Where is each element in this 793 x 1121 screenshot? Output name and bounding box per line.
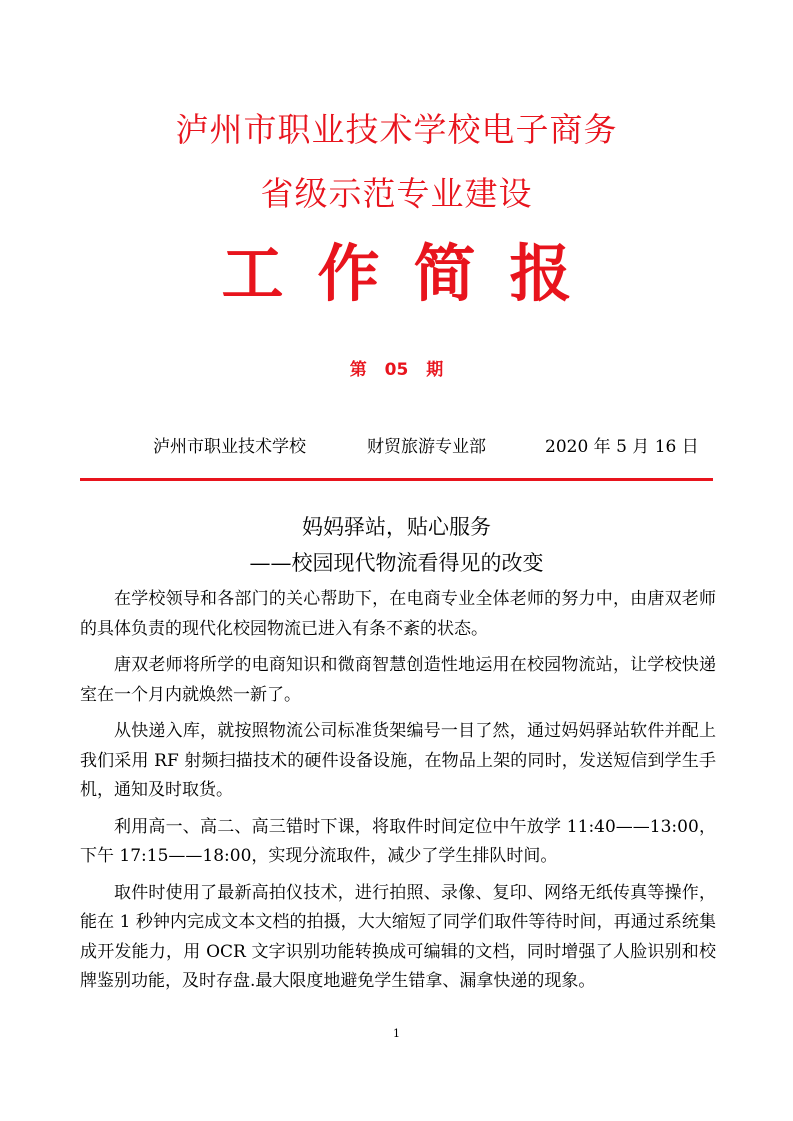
header-title-line1: 泸州市职业技术学校电子商务 xyxy=(175,110,618,149)
issue-prefix: 第 xyxy=(349,360,367,380)
meta-date: 2020 年 5 月 16 日 xyxy=(545,437,699,457)
article-paragraph: 唐双老师将所学的电商知识和微商智慧创造性地运用在校园物流站，让学校快递室在一个月内就焕然一新了。 xyxy=(80,655,716,705)
issue-suffix: 期 xyxy=(426,360,444,380)
page-number: 1 xyxy=(393,1027,400,1040)
issue-value: 05 xyxy=(384,360,409,380)
header-title-line2: 省级示范专业建设 xyxy=(260,174,533,213)
article-body xyxy=(80,585,716,1004)
issue-number xyxy=(0,355,793,380)
header-divider xyxy=(80,478,713,481)
article-title: 妈妈驿站，贴心服务 xyxy=(302,515,491,539)
article-paragraph: 从快递入库，就按照物流公司标准货架编号一目了然，通过妈妈驿站软件并配上我们采用 RF 射频扫描技术的硬件设备设施，在物品上架的同时，发送短信到学生手机，通知及时取货。 xyxy=(80,721,716,800)
article-subtitle: ——校园现代物流看得见的改变 xyxy=(249,551,544,575)
meta-school: 泸州市职业技术学校 xyxy=(153,437,306,457)
article-paragraph: 利用高一、高二、高三错时下课，将取件时间定位中午放学 11:40——13:00，下午 17:15——18:00，实现分流取件，减少了学生排队时间。 xyxy=(80,816,716,866)
header-title-main: 工作简报 xyxy=(221,237,606,310)
article-paragraph: 在学校领导和各部门的关心帮助下，在电商专业全体老师的努力中，由唐双老师的具体负责的现代化校园物流已进入有条不紊的状态。 xyxy=(80,589,716,639)
article-paragraph: 取件时使用了最新高拍仪技术，进行拍照、录像、复印、网络无纸传真等操作，能在 1 秒钟内完成文本文档的拍摄，大大缩短了同学们取件等待时间，再通过系统集成开发能力，用 OCR 文字识别功能转换成可编辑的文档，同时增强了人脸识别和校牌鉴别功能，及时存盘.最大限度地避免学生错拿、漏拿快递的现象。 xyxy=(80,882,716,991)
meta-department: 财贸旅游专业部 xyxy=(367,437,486,457)
